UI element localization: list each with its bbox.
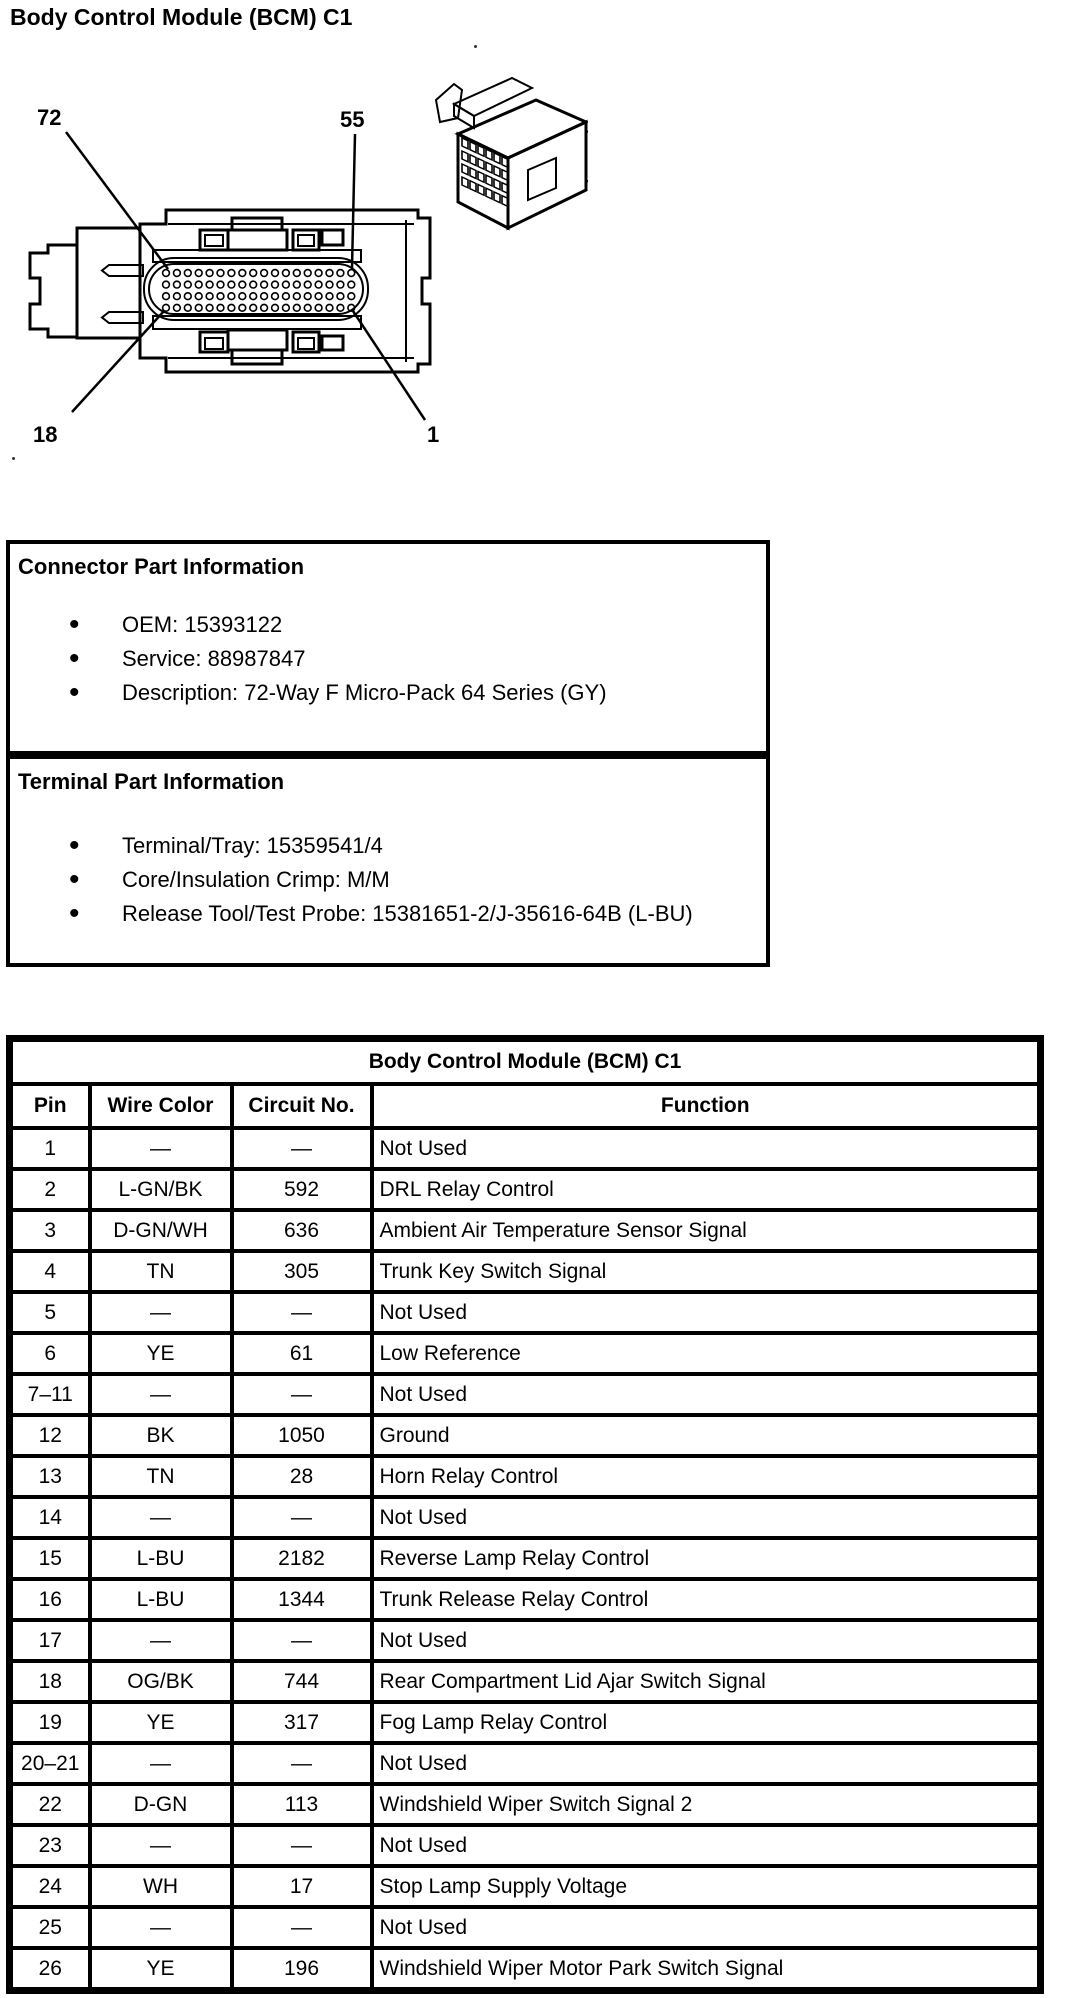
wire-color-cell: — xyxy=(90,1825,232,1866)
circuit-no-cell: — xyxy=(232,1128,372,1169)
pin-cell: 16 xyxy=(10,1579,90,1620)
function-cell: Trunk Release Relay Control xyxy=(372,1579,1041,1620)
table-row xyxy=(10,1825,1041,1866)
circuit-no-cell: 744 xyxy=(232,1661,372,1702)
table-row xyxy=(10,1743,1041,1784)
circuit-no-cell: 28 xyxy=(232,1456,372,1497)
pin-grid xyxy=(163,270,355,312)
table-row xyxy=(10,1169,1041,1210)
bullet-icon: • xyxy=(69,829,80,862)
terminal-part-info-heading: Terminal Part Information xyxy=(18,769,285,794)
pinout-table xyxy=(6,1035,1044,1994)
table-row xyxy=(10,1907,1041,1948)
wire-color-cell: — xyxy=(90,1497,232,1538)
leader-line-55 xyxy=(352,134,355,268)
table-row xyxy=(10,1948,1041,1991)
function-cell: Reverse Lamp Relay Control xyxy=(372,1538,1041,1579)
function-cell: Not Used xyxy=(372,1620,1041,1661)
function-cell: Windshield Wiper Switch Signal 2 xyxy=(372,1784,1041,1825)
circuit-no-cell: 2182 xyxy=(232,1538,372,1579)
table-row xyxy=(10,1579,1041,1620)
pin-cell: 17 xyxy=(10,1620,90,1661)
wire-color-cell: YE xyxy=(90,1702,232,1743)
table-row xyxy=(10,1784,1041,1825)
bullet-icon: • xyxy=(69,642,80,675)
list-item: • Terminal/Tray: 15359541/4 xyxy=(69,829,383,862)
function-cell: Ground xyxy=(372,1415,1041,1456)
bullet-icon: • xyxy=(69,897,80,930)
function-cell: Horn Relay Control xyxy=(372,1456,1041,1497)
connector-diagram xyxy=(8,52,588,482)
list-item: • OEM: 15393122 xyxy=(69,608,283,641)
function-cell: Ambient Air Temperature Sensor Signal xyxy=(372,1210,1041,1251)
connector-line-art xyxy=(8,52,588,482)
wire-color-cell: OG/BK xyxy=(90,1661,232,1702)
table-row xyxy=(10,1497,1041,1538)
circuit-no-cell: — xyxy=(232,1374,372,1415)
function-cell: Not Used xyxy=(372,1825,1041,1866)
circuit-no-cell: — xyxy=(232,1292,372,1333)
wire-color-cell: TN xyxy=(90,1456,232,1497)
wire-color-cell: — xyxy=(90,1374,232,1415)
pin-cell: 1 xyxy=(10,1128,90,1169)
function-cell: Not Used xyxy=(372,1128,1041,1169)
table-row xyxy=(10,1251,1041,1292)
table-row xyxy=(10,1456,1041,1497)
list-item: • Core/Insulation Crimp: M/M xyxy=(69,863,390,896)
table-row xyxy=(10,1292,1041,1333)
scan-speck xyxy=(474,45,477,48)
function-cell: DRL Relay Control xyxy=(372,1169,1041,1210)
pin-label-72: 72 xyxy=(37,105,62,130)
connector-part-info-box xyxy=(6,540,770,755)
wire-color-cell: — xyxy=(90,1620,232,1661)
pin-cell: 12 xyxy=(10,1415,90,1456)
function-cell: Not Used xyxy=(372,1907,1041,1948)
scan-speck xyxy=(12,457,15,460)
wire-color-cell: — xyxy=(90,1907,232,1948)
table-row xyxy=(10,1661,1041,1702)
bullet-icon: • xyxy=(69,608,80,641)
pin-cell: 22 xyxy=(10,1784,90,1825)
wire-color-cell: YE xyxy=(90,1948,232,1991)
pin-label-18: 18 xyxy=(33,422,58,447)
circuit-no-cell: 305 xyxy=(232,1251,372,1292)
wire-color-cell: — xyxy=(90,1128,232,1169)
wire-color-cell: L-GN/BK xyxy=(90,1169,232,1210)
pin-cell: 24 xyxy=(10,1866,90,1907)
terminal-part-info-box xyxy=(6,755,770,967)
circuit-no-cell: — xyxy=(232,1907,372,1948)
list-item: • Release Tool/Test Probe: 15381651-2/J-35616-64B (L-BU) xyxy=(69,897,693,930)
circuit-no-cell: 17 xyxy=(232,1866,372,1907)
pin-cell: 15 xyxy=(10,1538,90,1579)
pin-cell: 18 xyxy=(10,1661,90,1702)
circuit-no-cell: 636 xyxy=(232,1210,372,1251)
circuit-no-cell: 317 xyxy=(232,1702,372,1743)
circuit-no-cell: 592 xyxy=(232,1169,372,1210)
iso-connector-view xyxy=(436,78,588,228)
leader-line-72 xyxy=(66,132,168,269)
pin-cell: 23 xyxy=(10,1825,90,1866)
table-row xyxy=(10,1538,1041,1579)
terminal-part-info-list xyxy=(69,829,693,931)
circuit-no-cell: 113 xyxy=(232,1784,372,1825)
table-row xyxy=(10,1374,1041,1415)
function-cell: Not Used xyxy=(372,1497,1041,1538)
table-title-row xyxy=(10,1039,1041,1085)
function-cell: Low Reference xyxy=(372,1333,1041,1374)
table-row xyxy=(10,1702,1041,1743)
wire-color-cell: D-GN/WH xyxy=(90,1210,232,1251)
pin-cell: 13 xyxy=(10,1456,90,1497)
connector-part-info-heading: Connector Part Information xyxy=(18,554,305,579)
wire-color-cell: — xyxy=(90,1743,232,1784)
table-row xyxy=(10,1210,1041,1251)
wire-color-cell: BK xyxy=(90,1415,232,1456)
col-header-pin: Pin xyxy=(10,1084,90,1128)
circuit-no-cell: — xyxy=(232,1497,372,1538)
wire-color-cell: D-GN xyxy=(90,1784,232,1825)
wire-color-cell: TN xyxy=(90,1251,232,1292)
pin-cell: 5 xyxy=(10,1292,90,1333)
table-row xyxy=(10,1620,1041,1661)
connector-part-info-list xyxy=(69,608,607,710)
list-item: • Service: 88987847 xyxy=(69,642,306,675)
connector-front-view xyxy=(30,210,430,372)
pin-cell: 7–11 xyxy=(10,1374,90,1415)
pin-cell: 4 xyxy=(10,1251,90,1292)
leader-line-18 xyxy=(72,311,164,412)
pin-cell: 26 xyxy=(10,1948,90,1991)
page-title: Body Control Module (BCM) C1 xyxy=(10,4,353,30)
function-cell: Rear Compartment Lid Ajar Switch Signal xyxy=(372,1661,1041,1702)
table-row xyxy=(10,1866,1041,1907)
pin-cell: 20–21 xyxy=(10,1743,90,1784)
table-body xyxy=(10,1128,1041,1991)
function-cell: Not Used xyxy=(372,1374,1041,1415)
table-row xyxy=(10,1333,1041,1374)
wire-color-cell: L-BU xyxy=(90,1579,232,1620)
circuit-no-cell: — xyxy=(232,1620,372,1661)
col-header-wire-color: Wire Color xyxy=(90,1084,232,1128)
pin-cell: 2 xyxy=(10,1169,90,1210)
circuit-no-cell: 196 xyxy=(232,1948,372,1991)
function-cell: Trunk Key Switch Signal xyxy=(372,1251,1041,1292)
circuit-no-cell: 1050 xyxy=(232,1415,372,1456)
bullet-icon: • xyxy=(69,676,80,709)
wire-color-cell: WH xyxy=(90,1866,232,1907)
table-row xyxy=(10,1415,1041,1456)
function-cell: Fog Lamp Relay Control xyxy=(372,1702,1041,1743)
leader-line-1 xyxy=(353,311,425,420)
circuit-no-cell: 1344 xyxy=(232,1579,372,1620)
function-cell: Not Used xyxy=(372,1743,1041,1784)
wire-color-cell: YE xyxy=(90,1333,232,1374)
pin-cell: 6 xyxy=(10,1333,90,1374)
table-header-row xyxy=(10,1084,1041,1128)
bullet-icon: • xyxy=(69,863,80,896)
function-cell: Windshield Wiper Motor Park Switch Signal xyxy=(372,1948,1041,1991)
pin-cell: 25 xyxy=(10,1907,90,1948)
col-header-circuit-no: Circuit No. xyxy=(232,1084,372,1128)
table-row xyxy=(10,1128,1041,1169)
table-title: Body Control Module (BCM) C1 xyxy=(10,1039,1041,1085)
col-header-function: Function xyxy=(372,1084,1041,1128)
pin-cell: 14 xyxy=(10,1497,90,1538)
wire-color-cell: — xyxy=(90,1292,232,1333)
list-item: • Description: 72-Way F Micro-Pack 64 Series (GY) xyxy=(69,676,607,709)
wire-color-cell: L-BU xyxy=(90,1538,232,1579)
function-cell: Stop Lamp Supply Voltage xyxy=(372,1866,1041,1907)
function-cell: Not Used xyxy=(372,1292,1041,1333)
circuit-no-cell: — xyxy=(232,1743,372,1784)
circuit-no-cell: 61 xyxy=(232,1333,372,1374)
pin-cell: 19 xyxy=(10,1702,90,1743)
pin-label-55: 55 xyxy=(340,107,365,132)
pin-cell: 3 xyxy=(10,1210,90,1251)
pin-label-1: 1 xyxy=(427,422,440,447)
circuit-no-cell: — xyxy=(232,1825,372,1866)
